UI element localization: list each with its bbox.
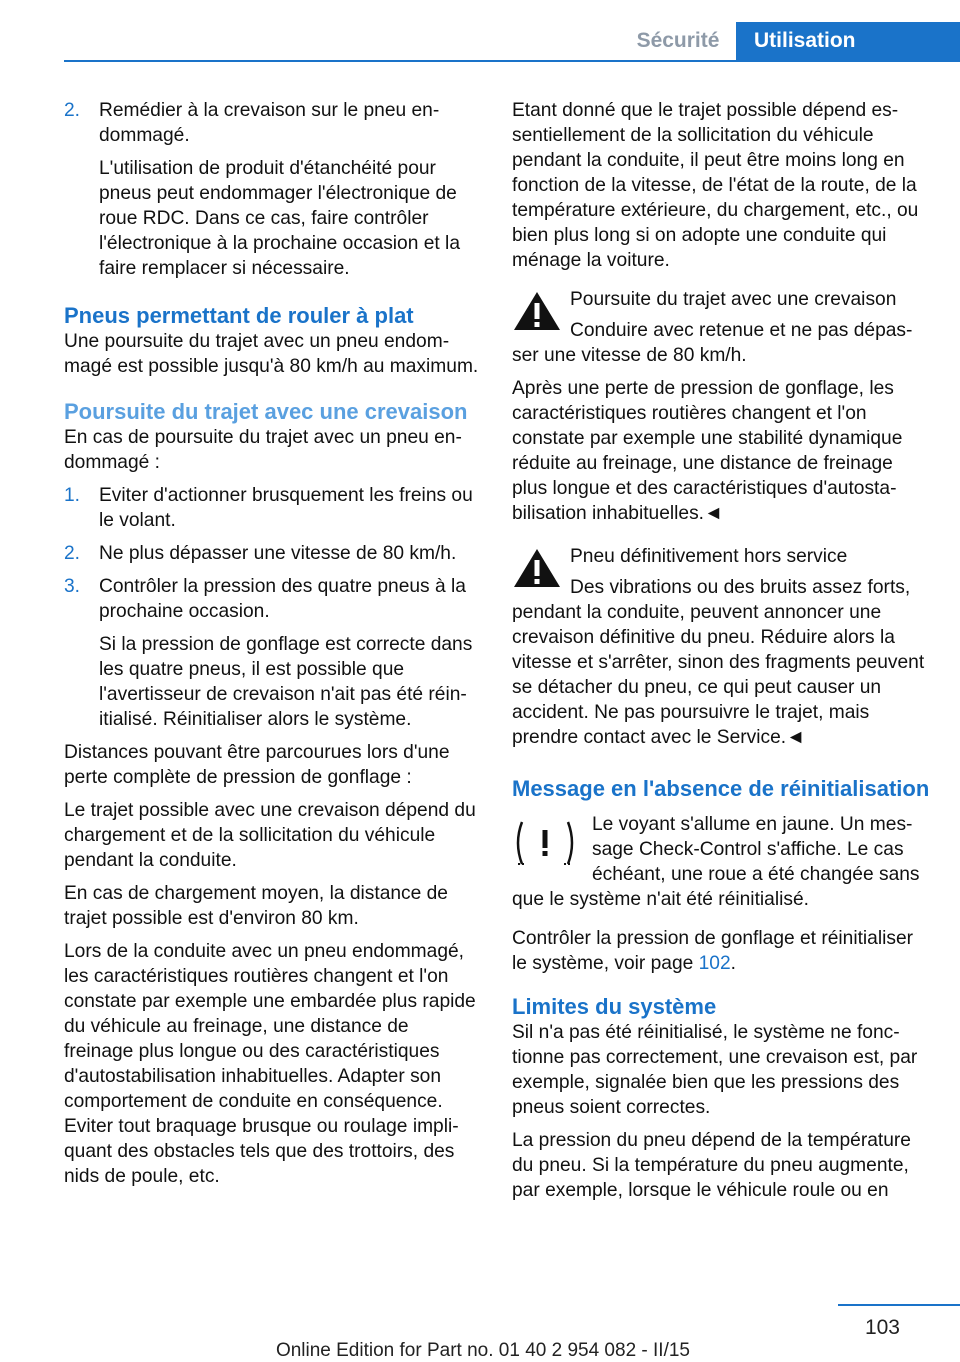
check-text: Contrôler la pression de gonflage et réinitialiser le système, voir page [512, 928, 914, 974]
page-link[interactable]: 102 [698, 953, 731, 974]
list-number: 1. [64, 485, 81, 506]
header-tab-utilisation[interactable]: Utilisation [736, 22, 960, 60]
list-text: Eviter d'actionner brusquement les freins ou le volant. [99, 485, 473, 531]
step-text: Remédier à la crevaison sur le pneu endommagé. [99, 100, 440, 146]
header-tab-securite[interactable]: Sécurité [636, 29, 720, 52]
right-column [512, 98, 930, 1211]
paragraph-pressure-temp: La pression du pneu dépend de la température du pneu. Si la température du pneu augmente, par exemple, lorsque le véhicule roule ou en [512, 1130, 911, 1201]
header-rule [64, 60, 960, 62]
paragraph-not-reset: Sil n'a pas été réinitialisé, le système ne fonctionne pas correctement, une crevaison est, par exemple, signalée bien que les pressions des pneus soient correctes. [512, 1022, 918, 1118]
indicator-block [512, 812, 930, 912]
step-subtext: L'utilisation de produit d'étanchéité pour pneus peut endommager l'électronique de roue RDC. Dans ce cas, faire contrôler l'électronique à la prochaine occasion et la faire remplacer si nécessaire. [99, 158, 460, 279]
list-number: 2. [64, 543, 81, 564]
step-2 [64, 98, 482, 281]
list-item [64, 483, 482, 533]
paragraph-run-flat: Une poursuite du trajet avec un pneu endommagé est possible jusqu'à 80 km/h au maximum. [64, 331, 479, 377]
warning-body: Conduire avec retenue et ne pas dépasser une vitesse de 80 km/h. [512, 320, 913, 366]
edition-line: Online Edition for Part no. 01 40 2 954 082 - II/15 [275, 1340, 690, 1361]
paragraph-after-loss: Après une perte de pression de gonflage, les caractéristiques routières changent et l'on constate par exemple une stabilité dynamique réduite au freinage, une distance de freinage plus longue et des caractéristiques d'autostabilisation inhabituelles.◄ [512, 378, 903, 524]
paragraph-average-load: En cas de chargement moyen, la distance de trajet possible est d'environ 80 km. [64, 883, 448, 929]
paragraph-continue-intro: En cas de poursuite du trajet avec un pneu endommagé : [64, 427, 462, 473]
warning-block-2 [512, 544, 930, 750]
step-number: 2. [64, 100, 81, 121]
page-number: 103 [864, 1316, 900, 1339]
check-end: . [730, 953, 736, 974]
list-text: Ne plus dépasser une vitesse de 80 km/h. [99, 543, 457, 564]
heading-no-reset: Message en l'absence de réinitialisation [512, 776, 930, 801]
paragraph-driving: Lors de la conduite avec un pneu endommagé, les caractéristiques routières changent et l'on constate par exemple une embardée plus rapide du véhicule au freinage, une distance de freinage plus longue ou des caractéristiques d'autostabilisation inhabituelles. Adapter son comportement de conduite en conséquence. Eviter tout braquage brusque ou roulage impliquant des obstacles tels que des trottoirs, des nids de poule, etc. [64, 941, 476, 1187]
list-number: 3. [64, 576, 81, 597]
heading-run-flat: Pneus permettant de rouler à plat [64, 303, 414, 328]
heading-limits: Limites du système [512, 994, 717, 1019]
paragraph-indicator: Le voyant s'allume en jaune. Un message Check-Control s'affiche. Le cas échéant, une roue a été changée sans que le système n'ait été réinitialisé. [512, 814, 920, 910]
tire-pressure-warning-icon [512, 816, 578, 870]
list-text: Contrôler la pression des quatre pneus à la prochaine occasion. [99, 576, 466, 622]
list-item [64, 541, 482, 566]
footer-rule [838, 1304, 960, 1306]
list-subtext: Si la pression de gonflage est correcte dans les quatre pneus, il est possible que l'avertisseur de crevaison n'ait pas été réinitialisé. Réinitialiser alors le système. [99, 634, 473, 730]
warning-triangle-icon [512, 289, 562, 333]
list-item [64, 574, 482, 732]
paragraph-check [512, 926, 930, 976]
heading-continue-trip: Poursuite du trajet avec une crevaison [64, 399, 468, 424]
paragraph-distances: Distances pouvant être parcourues lors d'une perte complète de pression de gonflage : [64, 742, 450, 788]
warning-block-1 [512, 287, 930, 368]
warning-title: Poursuite du trajet avec une crevaison [570, 289, 897, 310]
warning-body: Des vibrations ou des bruits assez forts, pendant la conduite, peuvent annoncer une crevaison définitive du pneu. Réduire alors la vitesse et s'arrêter, sinon des fragments peuvent se détacher du pneu, ce qui peut causer un accident. Ne pas poursuivre le trajet, mais prendre contact avec le Service.◄ [512, 577, 925, 748]
left-column [64, 98, 482, 1197]
warning-title: Pneu définitivement hors service [570, 546, 848, 567]
paragraph-given: Etant donné que le trajet possible dépend essentiellement de la sollicitation du véhicule pendant la conduite, il peut être moins long en fonction de la vitesse, de l'état de la route, de la température extérieure, du chargement, etc., ou bien plus long si on adopte une conduite qui ménage la voiture. [512, 100, 919, 271]
paragraph-depends: Le trajet possible avec une crevaison dépend du chargement et de la sollicitation du véhicule pendant la conduite. [64, 800, 476, 871]
warning-triangle-icon [512, 546, 562, 590]
